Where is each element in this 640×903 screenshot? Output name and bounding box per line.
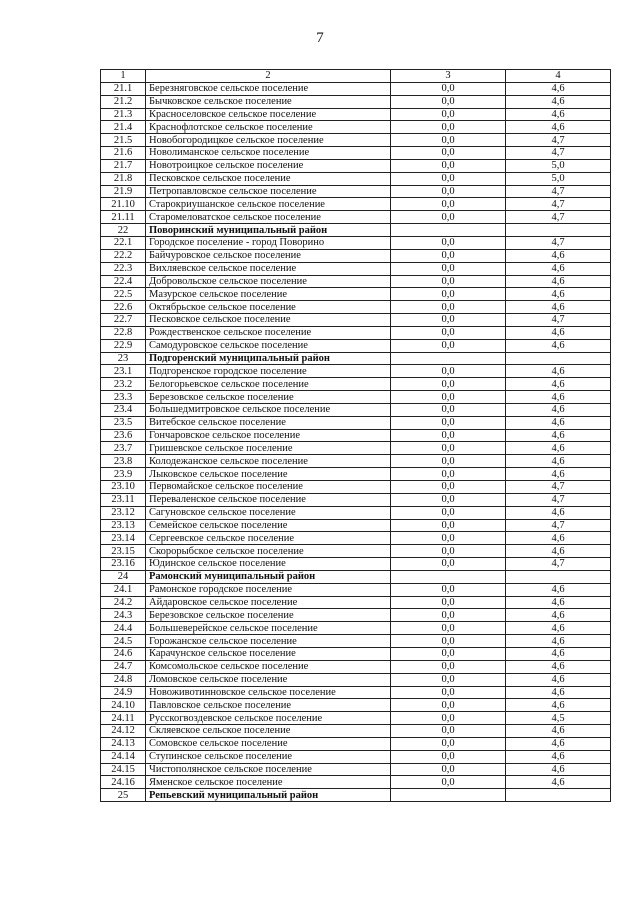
row-number: 23.10 (101, 481, 146, 494)
value-col-4: 4,6 (506, 647, 611, 660)
value-col-3: 0,0 (391, 481, 506, 494)
settlement-name: Вихляевское сельское поселение (146, 262, 391, 275)
value-col-3: 0,0 (391, 121, 506, 134)
row-number: 23.9 (101, 468, 146, 481)
value-col-3: 0,0 (391, 339, 506, 352)
value-col-3: 0,0 (391, 532, 506, 545)
value-col-3: 0,0 (391, 635, 506, 648)
table-row (101, 622, 611, 635)
header-col-4: 4 (506, 70, 611, 83)
table-row (101, 416, 611, 429)
table-row (101, 737, 611, 750)
table-row (101, 326, 611, 339)
row-number: 24.5 (101, 635, 146, 648)
table-row (101, 712, 611, 725)
value-col-4: 4,7 (506, 558, 611, 571)
row-number: 24.15 (101, 763, 146, 776)
settlement-name: Старокриушанское сельское поселение (146, 198, 391, 211)
settlement-name: Новоживотинновское сельское поселение (146, 686, 391, 699)
value-col-4: 4,6 (506, 416, 611, 429)
table-row (101, 673, 611, 686)
table-row (101, 211, 611, 224)
settlement-name: Лыковское сельское поселение (146, 468, 391, 481)
value-col-4: 4,6 (506, 686, 611, 699)
settlement-name: Байчуровское сельское поселение (146, 249, 391, 262)
settlement-name: Березняговское сельское поселение (146, 82, 391, 95)
settlement-name: Яменское сельское поселение (146, 776, 391, 789)
table-row (101, 596, 611, 609)
row-number: 21.8 (101, 172, 146, 185)
row-number: 24.7 (101, 660, 146, 673)
row-number: 22.3 (101, 262, 146, 275)
value-col-4: 4,6 (506, 468, 611, 481)
table-row (101, 750, 611, 763)
value-col-3: 0,0 (391, 750, 506, 763)
value-col-4 (506, 352, 611, 365)
value-col-3: 0,0 (391, 314, 506, 327)
settlement-name: Рамонское городское поселение (146, 583, 391, 596)
value-col-3: 0,0 (391, 493, 506, 506)
value-col-3: 0,0 (391, 725, 506, 738)
value-col-4: 4,6 (506, 378, 611, 391)
value-col-3: 0,0 (391, 686, 506, 699)
value-col-4: 4,6 (506, 301, 611, 314)
settlement-name: Новобогородицкое сельское поселение (146, 134, 391, 147)
settlement-name: Семейское сельское поселение (146, 519, 391, 532)
section-row (101, 352, 611, 365)
section-row (101, 789, 611, 802)
settlement-name: Подгоренское городское поселение (146, 365, 391, 378)
table-row (101, 725, 611, 738)
value-col-3: 0,0 (391, 108, 506, 121)
table-row (101, 95, 611, 108)
table-row (101, 314, 611, 327)
row-number: 23.4 (101, 403, 146, 416)
value-col-4: 4,7 (506, 134, 611, 147)
value-col-4: 4,6 (506, 121, 611, 134)
value-col-4: 4,6 (506, 699, 611, 712)
value-col-4: 4,6 (506, 545, 611, 558)
row-number: 23.1 (101, 365, 146, 378)
row-number: 24.9 (101, 686, 146, 699)
value-col-3 (391, 224, 506, 237)
row-number: 24.6 (101, 647, 146, 660)
value-col-4: 4,6 (506, 750, 611, 763)
row-number: 24.16 (101, 776, 146, 789)
table-row (101, 493, 611, 506)
value-col-4: 4,6 (506, 339, 611, 352)
row-number: 24.11 (101, 712, 146, 725)
settlement-name: Песковское сельское поселение (146, 314, 391, 327)
value-col-4: 4,6 (506, 288, 611, 301)
table-row (101, 763, 611, 776)
settlement-name: Петропавловское сельское поселение (146, 185, 391, 198)
section-row (101, 224, 611, 237)
table-row (101, 391, 611, 404)
row-number: 24.2 (101, 596, 146, 609)
value-col-4: 4,7 (506, 236, 611, 249)
value-col-3: 0,0 (391, 326, 506, 339)
settlement-name: Рамонский муниципальный район (146, 570, 391, 583)
row-number: 24.14 (101, 750, 146, 763)
settlement-name: Переваленское сельское поселение (146, 493, 391, 506)
settlements-table (100, 69, 611, 802)
settlement-name: Старомеловатское сельское поселение (146, 211, 391, 224)
value-col-3: 0,0 (391, 159, 506, 172)
value-col-3: 0,0 (391, 198, 506, 211)
row-number: 21.7 (101, 159, 146, 172)
value-col-3: 0,0 (391, 545, 506, 558)
row-number: 23.2 (101, 378, 146, 391)
row-number: 22.4 (101, 275, 146, 288)
table-row (101, 532, 611, 545)
settlement-name: Карачунское сельское поселение (146, 647, 391, 660)
value-col-4: 4,6 (506, 725, 611, 738)
settlement-name: Новотроицкое сельское поселение (146, 159, 391, 172)
table-row (101, 172, 611, 185)
value-col-3: 0,0 (391, 236, 506, 249)
value-col-4: 4,7 (506, 147, 611, 160)
value-col-4: 4,6 (506, 326, 611, 339)
row-number: 23.7 (101, 442, 146, 455)
table-row (101, 519, 611, 532)
settlement-name: Комсомольское сельское поселение (146, 660, 391, 673)
row-number: 23.13 (101, 519, 146, 532)
table-row (101, 262, 611, 275)
row-number: 24.12 (101, 725, 146, 738)
table-row (101, 776, 611, 789)
row-number: 23.14 (101, 532, 146, 545)
value-col-4: 4,6 (506, 622, 611, 635)
value-col-3: 0,0 (391, 95, 506, 108)
value-col-4: 4,6 (506, 429, 611, 442)
value-col-3: 0,0 (391, 82, 506, 95)
table-row (101, 378, 611, 391)
value-col-4 (506, 224, 611, 237)
settlement-name: Березовское сельское поселение (146, 609, 391, 622)
table-row (101, 288, 611, 301)
settlement-name: Большедмитровское сельское поселение (146, 403, 391, 416)
settlement-name: Березовское сельское поселение (146, 391, 391, 404)
value-col-3: 0,0 (391, 172, 506, 185)
value-col-3: 0,0 (391, 673, 506, 686)
value-col-3: 0,0 (391, 622, 506, 635)
value-col-3: 0,0 (391, 442, 506, 455)
settlement-name: Колодежанское сельское поселение (146, 455, 391, 468)
row-number: 23.11 (101, 493, 146, 506)
value-col-4: 4,6 (506, 635, 611, 648)
row-number: 23 (101, 352, 146, 365)
value-col-4: 4,6 (506, 506, 611, 519)
table-row (101, 506, 611, 519)
value-col-3 (391, 570, 506, 583)
value-col-4: 4,6 (506, 82, 611, 95)
row-number: 21.6 (101, 147, 146, 160)
value-col-4: 4,6 (506, 776, 611, 789)
table-row (101, 147, 611, 160)
row-number: 21.4 (101, 121, 146, 134)
value-col-4: 4,7 (506, 198, 611, 211)
value-col-3: 0,0 (391, 416, 506, 429)
row-number: 23.8 (101, 455, 146, 468)
value-col-4: 4,6 (506, 262, 611, 275)
settlement-name: Гришевское сельское поселение (146, 442, 391, 455)
settlement-name: Скорорыбское сельское поселение (146, 545, 391, 558)
table-row (101, 249, 611, 262)
value-col-3: 0,0 (391, 365, 506, 378)
table-row (101, 545, 611, 558)
settlement-name: Белогорьевское сельское поселение (146, 378, 391, 391)
settlement-name: Рождественское сельское поселение (146, 326, 391, 339)
value-col-3: 0,0 (391, 455, 506, 468)
value-col-3: 0,0 (391, 558, 506, 571)
value-col-3: 0,0 (391, 403, 506, 416)
value-col-3: 0,0 (391, 737, 506, 750)
settlement-name: Городское поселение - город Поворино (146, 236, 391, 249)
table-row (101, 660, 611, 673)
value-col-4: 4,6 (506, 275, 611, 288)
table-row (101, 198, 611, 211)
row-number: 22.7 (101, 314, 146, 327)
value-col-3: 0,0 (391, 609, 506, 622)
value-col-4: 4,7 (506, 314, 611, 327)
settlement-name: Ломовское сельское поселение (146, 673, 391, 686)
table-row (101, 647, 611, 660)
settlement-name: Сомовское сельское поселение (146, 737, 391, 750)
table-row (101, 108, 611, 121)
value-col-3: 0,0 (391, 712, 506, 725)
table-body (101, 70, 611, 802)
settlement-name: Октябрьское сельское поселение (146, 301, 391, 314)
value-col-4: 5,0 (506, 172, 611, 185)
value-col-4: 4,6 (506, 673, 611, 686)
settlement-name: Бычковское сельское поселение (146, 95, 391, 108)
table-row (101, 468, 611, 481)
settlement-name: Первомайское сельское поселение (146, 481, 391, 494)
row-number: 24 (101, 570, 146, 583)
value-col-3: 0,0 (391, 468, 506, 481)
row-number: 22.2 (101, 249, 146, 262)
table-row (101, 699, 611, 712)
table-row (101, 686, 611, 699)
value-col-3: 0,0 (391, 596, 506, 609)
settlement-name: Русскогвоздевское сельское поселение (146, 712, 391, 725)
value-col-3: 0,0 (391, 301, 506, 314)
row-number: 22.5 (101, 288, 146, 301)
table-row (101, 442, 611, 455)
row-number: 23.15 (101, 545, 146, 558)
row-number: 22.1 (101, 236, 146, 249)
value-col-3: 0,0 (391, 647, 506, 660)
row-number: 21.5 (101, 134, 146, 147)
row-number: 24.13 (101, 737, 146, 750)
settlement-name: Мазурское сельское поселение (146, 288, 391, 301)
value-col-4: 4,7 (506, 211, 611, 224)
value-col-4: 4,7 (506, 481, 611, 494)
value-col-4: 4,6 (506, 403, 611, 416)
settlement-name: Добровольское сельское поселение (146, 275, 391, 288)
settlement-name: Красноселовское сельское поселение (146, 108, 391, 121)
table-row (101, 185, 611, 198)
table-row (101, 365, 611, 378)
value-col-4: 4,6 (506, 365, 611, 378)
table-row (101, 429, 611, 442)
settlement-name: Краснофлотское сельское поселение (146, 121, 391, 134)
table-row (101, 134, 611, 147)
row-number: 22.8 (101, 326, 146, 339)
settlement-name: Павловское сельское поселение (146, 699, 391, 712)
row-number: 23.12 (101, 506, 146, 519)
row-number: 21.11 (101, 211, 146, 224)
value-col-4: 4,7 (506, 493, 611, 506)
table-row (101, 481, 611, 494)
value-col-3: 0,0 (391, 262, 506, 275)
value-col-4: 4,6 (506, 596, 611, 609)
value-col-3 (391, 352, 506, 365)
value-col-4: 4,6 (506, 737, 611, 750)
value-col-4: 4,6 (506, 249, 611, 262)
value-col-3: 0,0 (391, 699, 506, 712)
settlement-name: Сагуновское сельское поселение (146, 506, 391, 519)
value-col-3: 0,0 (391, 429, 506, 442)
row-number: 24.10 (101, 699, 146, 712)
header-col-3: 3 (391, 70, 506, 83)
settlement-name: Скляевское сельское поселение (146, 725, 391, 738)
settlement-name: Ступинское сельское поселение (146, 750, 391, 763)
row-number: 22.9 (101, 339, 146, 352)
page-number: 7 (316, 30, 324, 46)
value-col-4: 4,6 (506, 108, 611, 121)
value-col-3: 0,0 (391, 660, 506, 673)
value-col-3: 0,0 (391, 134, 506, 147)
row-number: 22 (101, 224, 146, 237)
table-row (101, 339, 611, 352)
settlement-name: Песковское сельское поселение (146, 172, 391, 185)
value-col-4: 4,6 (506, 455, 611, 468)
value-col-4: 4,6 (506, 583, 611, 596)
settlement-name: Новолиманское сельское поселение (146, 147, 391, 160)
value-col-3: 0,0 (391, 275, 506, 288)
value-col-4: 4,6 (506, 391, 611, 404)
table-row (101, 82, 611, 95)
settlement-name: Сергеевское сельское поселение (146, 532, 391, 545)
settlement-name: Поворинский муниципальный район (146, 224, 391, 237)
header-col-1: 1 (101, 70, 146, 83)
value-col-4: 4,6 (506, 763, 611, 776)
settlement-name: Айдаровское сельское поселение (146, 596, 391, 609)
row-number: 23.5 (101, 416, 146, 429)
settlement-name: Витебское сельское поселение (146, 416, 391, 429)
table-row (101, 403, 611, 416)
row-number: 23.6 (101, 429, 146, 442)
value-col-3: 0,0 (391, 776, 506, 789)
row-number: 22.6 (101, 301, 146, 314)
value-col-3: 0,0 (391, 391, 506, 404)
value-col-3: 0,0 (391, 506, 506, 519)
row-number: 21.2 (101, 95, 146, 108)
value-col-3: 0,0 (391, 147, 506, 160)
row-number: 24.4 (101, 622, 146, 635)
table-row (101, 609, 611, 622)
value-col-3: 0,0 (391, 378, 506, 391)
section-row (101, 570, 611, 583)
value-col-3: 0,0 (391, 249, 506, 262)
settlement-name: Гончаровское сельское поселение (146, 429, 391, 442)
row-number: 23.3 (101, 391, 146, 404)
table-row (101, 275, 611, 288)
row-number: 24.1 (101, 583, 146, 596)
value-col-3: 0,0 (391, 185, 506, 198)
row-number: 21.1 (101, 82, 146, 95)
value-col-4: 4,5 (506, 712, 611, 725)
value-col-4: 4,7 (506, 185, 611, 198)
header-col-2: 2 (146, 70, 391, 83)
row-number: 23.16 (101, 558, 146, 571)
table-header-row (101, 70, 611, 83)
value-col-3: 0,0 (391, 288, 506, 301)
row-number: 24.8 (101, 673, 146, 686)
table-row (101, 558, 611, 571)
row-number: 24.3 (101, 609, 146, 622)
settlement-name: Горожанское сельское поселение (146, 635, 391, 648)
value-col-4: 4,6 (506, 95, 611, 108)
value-col-4 (506, 570, 611, 583)
table-row (101, 635, 611, 648)
value-col-4: 4,6 (506, 442, 611, 455)
table-row (101, 455, 611, 468)
value-col-4 (506, 789, 611, 802)
table-row (101, 121, 611, 134)
settlement-name: Репьевский муниципальный район (146, 789, 391, 802)
row-number: 21.10 (101, 198, 146, 211)
table-row (101, 583, 611, 596)
settlement-name: Юдинское сельское поселение (146, 558, 391, 571)
value-col-4: 4,7 (506, 519, 611, 532)
value-col-4: 4,6 (506, 609, 611, 622)
settlement-name: Подгоренский муниципальный район (146, 352, 391, 365)
value-col-3: 0,0 (391, 583, 506, 596)
row-number: 21.9 (101, 185, 146, 198)
settlement-name: Большеверейское сельское поселение (146, 622, 391, 635)
table-row (101, 236, 611, 249)
settlement-name: Чистополянское сельское поселение (146, 763, 391, 776)
value-col-4: 4,6 (506, 660, 611, 673)
settlement-name: Самодуровское сельское поселение (146, 339, 391, 352)
value-col-3 (391, 789, 506, 802)
table-row (101, 301, 611, 314)
row-number: 25 (101, 789, 146, 802)
value-col-4: 4,6 (506, 532, 611, 545)
value-col-3: 0,0 (391, 763, 506, 776)
table-row (101, 159, 611, 172)
value-col-4: 5,0 (506, 159, 611, 172)
value-col-3: 0,0 (391, 211, 506, 224)
row-number: 21.3 (101, 108, 146, 121)
value-col-3: 0,0 (391, 519, 506, 532)
